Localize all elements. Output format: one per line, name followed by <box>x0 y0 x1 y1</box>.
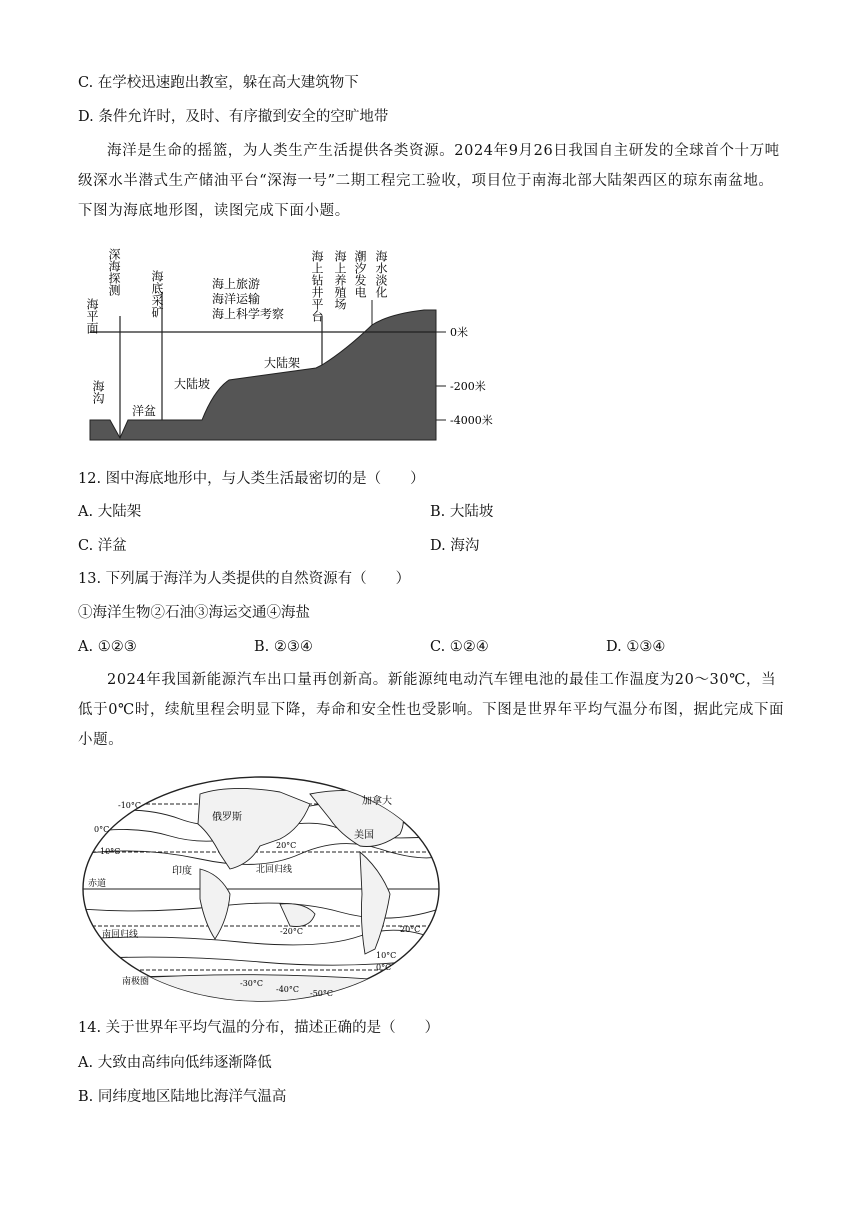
label-depth-0: 0米 <box>450 326 468 339</box>
label-continental-shelf: 大陆架 <box>264 356 301 370</box>
q13-option-a: A. ①②③ <box>78 639 137 655</box>
label-continental-slope: 大陆坡 <box>174 377 211 391</box>
label-research: 海上科学考察 <box>212 307 285 321</box>
option-d: D. 条件允许时，及时、有序撤到安全的空旷地带 <box>78 109 389 125</box>
label-seabed-mining: 海底采矿 <box>150 270 164 318</box>
q14-option-a: A. 大致由高纬向低纬逐渐降低 <box>78 1055 272 1071</box>
q14-stem: 14. 关于世界年平均气温的分布，描述正确的是（ ） <box>78 1020 440 1036</box>
isotherm-label: 10°C <box>376 951 397 960</box>
q13-stem: 13. 下列属于海洋为人类提供的自然资源有（ ） <box>78 571 411 587</box>
label-canada: 加拿大 <box>362 796 392 807</box>
label-transport: 海洋运输 <box>212 292 261 306</box>
isotherm-label: -40°C <box>276 985 300 994</box>
label-tropic-cancer: 北回归线 <box>256 865 293 875</box>
label-ocean-basin: 洋盆 <box>132 404 157 418</box>
label-usa: 美国 <box>354 830 374 841</box>
label-antarctic-circle: 南极圈 <box>122 977 150 987</box>
label-equator: 赤道 <box>88 879 107 889</box>
label-tropic-capricorn: 南回归线 <box>102 930 139 940</box>
q13-option-c: C. ①②④ <box>430 639 489 655</box>
passage-ocean: 海洋是生命的摇篮，为人类生产生活提供各类资源。2024年9月26日我国自主研发的全球首个十万吨级深水半潜式生产储油平台“深海一号”二期工程完工验收，项目位于南海北部大陆架西区的琼东南盆地。下图为海底地形图，读图完成下面小题。 <box>78 143 780 219</box>
seabed-terrain-figure <box>84 240 504 445</box>
label-drilling: 海上钻井平台 <box>310 250 324 322</box>
isotherm-label: 0°C <box>376 963 392 972</box>
q12-option-c: C. 洋盆 <box>78 538 127 554</box>
q14-option-b: B. 同纬度地区陆地比海洋气温高 <box>78 1089 287 1105</box>
q13-option-d: D. ①③④ <box>606 639 666 655</box>
q12-option-d: D. 海沟 <box>430 538 480 554</box>
isotherm-label: 10°C <box>100 847 121 856</box>
isotherm-label: -30°C <box>240 979 264 988</box>
isotherm-label: 20°C <box>276 841 297 850</box>
label-trench: 海沟 <box>91 380 105 404</box>
seabed-terrain-shape <box>90 310 436 440</box>
isotherm-label: -20°C <box>280 927 304 936</box>
label-depth-200: -200米 <box>450 380 486 393</box>
isotherm-label: 20°C <box>400 925 421 934</box>
label-desalination: 海水淡化 <box>374 250 388 298</box>
isotherm-label: -10°C <box>118 801 142 810</box>
q13-option-b: B. ②③④ <box>254 639 313 655</box>
label-deep-sea: 深海探测 <box>107 248 121 296</box>
label-farming: 海上养殖场 <box>333 250 347 310</box>
option-c: C. 在学校迅速跑出教室，躲在高大建筑物下 <box>78 75 359 91</box>
q12-stem: 12. 图中海底地形中，与人类生活最密切的是（ ） <box>78 471 425 487</box>
q12-option-b: B. 大陆坡 <box>430 504 494 520</box>
label-tidal: 潮汐发电 <box>353 250 367 298</box>
q13-items: ①海洋生物②石油③海运交通④海盐 <box>78 605 310 621</box>
label-tourism: 海上旅游 <box>212 277 261 291</box>
label-russia: 俄罗斯 <box>212 812 242 823</box>
label-india: 印度 <box>172 866 192 877</box>
isotherm-label: 0°C <box>94 825 110 834</box>
passage-ev-battery: 2024年我国新能源汽车出口量再创新高。新能源纯电动汽车锂电池的最佳工作温度为20～30℃，当低于0℃时，续航里程会明显下降，寿命和安全性也受影响。下图是世界年平均气温分布图，据此完成下面小题。 <box>78 672 785 748</box>
isotherm-label: -50°C <box>310 989 334 998</box>
q12-option-a: A. 大陆架 <box>78 504 142 520</box>
label-sea-level: 海平面 <box>85 298 99 334</box>
world-temperature-map <box>80 774 442 1004</box>
label-depth-4000: -4000米 <box>450 414 493 427</box>
